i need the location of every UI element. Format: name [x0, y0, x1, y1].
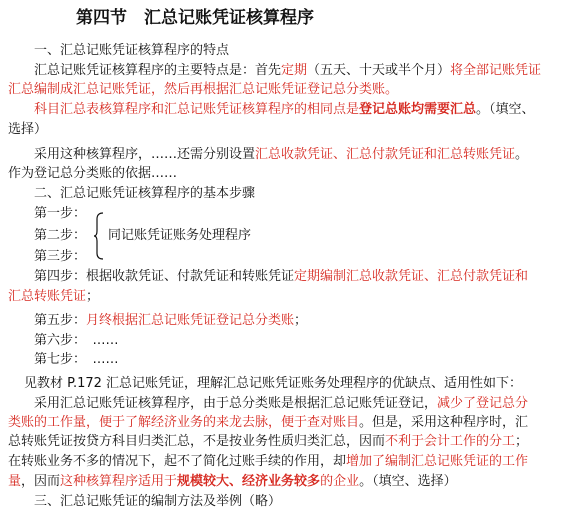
paragraph-features-line2: 汇总编制成汇总记账凭证，然后再根据汇总记账凭证登记总分类账。	[8, 82, 399, 97]
brace-icon	[94, 212, 104, 260]
highlight-run: 汇总转账凭证	[8, 289, 87, 304]
paragraph-setup-line1	[34, 146, 528, 164]
paragraph-features-line1	[34, 62, 541, 80]
reference-line: 见教材 P.172 汇总记账凭证，理解汇总记账凭证账务处理程序的优缺点、适用性如下：	[24, 376, 523, 391]
step-7: 第七步： ……	[34, 352, 119, 367]
text-run: ；	[86, 289, 100, 304]
highlight-run: 减少了登记总分	[437, 396, 529, 411]
evaluation-line4	[8, 453, 528, 471]
highlight-run: 科目汇总表核算程序和汇总记账凭证核算程序的相同点是	[34, 102, 360, 117]
highlight-run: 月终根据汇总记账凭证登记总分类账	[86, 313, 295, 328]
text-run: 。	[515, 147, 529, 162]
evaluation-line2	[8, 414, 528, 432]
highlight-run: 汇总收款凭证、汇总付款凭证和汇总转账凭证	[255, 147, 516, 162]
highlight-run: 增加了编制汇总记账凭证的工作	[346, 454, 529, 469]
text-run: 采用这种核算程序，……还需分别设置	[34, 147, 256, 162]
text-run: 。但是，采用这种程序时，汇	[359, 415, 529, 430]
text-run: 。（填空、	[476, 102, 535, 117]
highlight-run: 不利于会计工作的分工	[385, 434, 516, 449]
text-run: 采用汇总记账凭证核算程序，由于总分类账是根据汇总记账凭证登记，	[34, 396, 438, 411]
evaluation-line1	[34, 395, 528, 413]
text-run: 。（填空、选择）	[359, 474, 457, 489]
text-run: ，因而	[21, 474, 61, 489]
text-run: 第五步：	[34, 313, 87, 328]
step-4-line2	[8, 288, 99, 306]
step-5	[34, 312, 307, 330]
text-run: 第四步：根据收款凭证、付款凭证和转账凭证	[34, 269, 295, 284]
highlight-run: 将全部记账凭证	[450, 63, 542, 78]
step-6: 第六步： ……	[34, 333, 119, 348]
step-4-line1	[34, 268, 528, 286]
text-run: （五天、十天或半个月）	[307, 63, 451, 78]
highlight-run: 定期编制汇总收款凭证、汇总付款凭证和	[294, 269, 529, 284]
highlight-bold: 登记总账均需要汇总	[359, 102, 477, 117]
highlight-run: 这种核算程序适用于	[60, 474, 178, 489]
evaluation-line3	[8, 433, 528, 451]
step-3: 第三步：	[34, 249, 87, 264]
highlight-bold: 规模较大、经济业务较多	[177, 474, 321, 489]
highlight-run: 的企业	[320, 474, 360, 489]
text-run: 汇总记账凭证核算程序的主要特点是：首先	[34, 63, 282, 78]
text-run: ；	[515, 434, 529, 449]
section-title: 第四节 汇总记账凭证核算程序	[76, 8, 314, 28]
highlight-run: 量	[8, 474, 22, 489]
heading-steps: 二、汇总记账凭证核算程序的基本步骤	[34, 186, 256, 201]
paragraph-setup-line2: 作为登记总分类账的依据……	[8, 166, 178, 181]
step-1: 第一步：	[34, 206, 87, 221]
paragraph-common-line2: 选择）	[8, 122, 48, 137]
step-2: 第二步：	[34, 228, 87, 243]
text-run: 在转账业务不多的情况下，起不了简化过账手续的作用，却	[8, 454, 347, 469]
text-run: ；	[294, 313, 308, 328]
evaluation-line5	[8, 473, 457, 491]
heading-features: 一、汇总记账凭证核算程序的特点	[34, 43, 230, 58]
text-run: 总转账凭证按贷方科目归类汇总，不是按业务性质归类汇总，因而	[8, 434, 386, 449]
heading-preparation: 三、汇总记账凭证的编制方法及举例（略）	[34, 494, 282, 509]
highlight-run: 类账的工作量，便于了解经济业务的来龙去脉，便于查对账目	[8, 415, 360, 430]
highlight-periodic: 定期	[281, 63, 308, 78]
paragraph-common-line1	[34, 101, 535, 119]
brace-text: 同记账凭证账务处理程序	[108, 228, 252, 243]
